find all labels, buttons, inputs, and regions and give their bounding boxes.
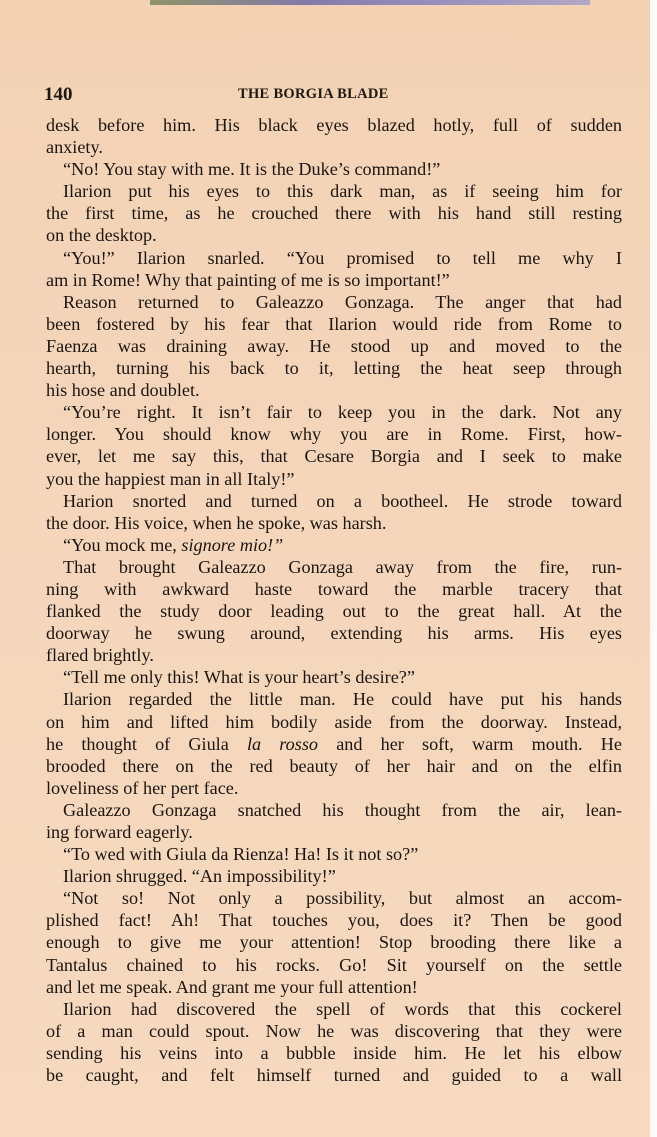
text-line: longer. You should know why you are in Rome. First, how- — [46, 424, 622, 445]
text-line: ing forward eagerly. — [46, 822, 193, 842]
text-line: flanked the study door leading out to the great hall. At the — [46, 601, 622, 622]
text-line: Ilarion had discovered the spell of words that this cockerel — [63, 998, 622, 1019]
text-line: been fostered by his fear that Ilarion would ride from Rome to — [46, 313, 622, 334]
text-line: flared brightly. — [46, 645, 154, 666]
text-line: “Not so! Not only a possibility, but almost an accom- — [63, 888, 622, 909]
page-header — [0, 82, 650, 112]
text-line: doorway he swung around, extending his arms. His eyes — [46, 623, 622, 644]
text-line: “To wed with Giula da Rienza! Ha! Is it not so?” — [63, 844, 419, 865]
text-line: Galeazzo Gonzaga snatched his thought from the air, lean- — [63, 799, 622, 820]
text-line: desk before him. His black eyes blazed hotly, full of sudden — [46, 115, 622, 135]
running-title: THE BORGIA BLADE — [238, 86, 389, 102]
page-number: 140 — [44, 84, 73, 105]
text-line: ning with awkward haste toward the marble tracery that — [46, 578, 622, 599]
text-line: That brought Galeazzo Gonzaga away from the fire, run- — [63, 556, 622, 577]
text-line: Reason returned to Galeazzo Gonzaga. The anger that had — [63, 291, 622, 312]
text-line: Harion snorted and turned on a bootheel. He strode toward — [63, 490, 622, 511]
body-text — [46, 114, 622, 1086]
italic-segment: signore mio!” — [181, 534, 284, 555]
text-line: be caught, and felt himself turned and guided to a wall — [46, 1065, 622, 1086]
text-line: plished fact! Ah! That touches you, does it? Then be good — [46, 910, 622, 931]
text-line: Ilarion regarded the little man. He could have put his hands — [63, 689, 622, 710]
text-line: enough to give me your attention! Stop brooding there like a — [46, 932, 622, 953]
text-segment: he thought of Giula — [46, 733, 247, 754]
text-line: Ilarion put his eyes to this dark man, as if seeing him for — [63, 181, 622, 202]
text-line: anxiety. — [46, 137, 103, 158]
text-line: Tantalus chained to his rocks. Go! Sit yourself on the settle — [46, 954, 622, 975]
text-line: the door. His voice, when he spoke, was harsh. — [46, 512, 387, 533]
text-line: his hose and doublet. — [46, 380, 200, 401]
text-line — [46, 733, 622, 755]
text-segment: and her soft, warm mouth. He — [318, 733, 622, 754]
text-line: hearth, turning his back to it, letting the heat seep through — [46, 358, 622, 379]
text-line: “You!” Ilarion snarled. “You promised to tell me why I — [63, 247, 622, 268]
text-line: you the happiest man in all Italy!” — [46, 468, 295, 489]
text-line — [46, 534, 622, 556]
text-line: on him and lifted him bodily aside from the doorway. Instead, — [46, 711, 622, 732]
text-line: Ilarion shrugged. “An impossibility!” — [63, 866, 336, 887]
text-line: “Tell me only this! What is your heart’s desire?” — [63, 667, 415, 688]
text-line: sending his veins into a bubble inside him. He let his elbow — [46, 1042, 622, 1063]
text-line: on the desktop. — [46, 225, 157, 246]
text-line: “No! You stay with me. It is the Duke’s command!” — [63, 159, 441, 180]
text-line: the first time, as he crouched there with his hand still resting — [46, 203, 622, 224]
text-line: brooded there on the red beauty of her hair and on the elfin — [46, 755, 622, 776]
text-line: “You’re right. It isn’t fair to keep you in the dark. Not any — [63, 402, 622, 423]
text-segment: “You mock me, — [63, 534, 182, 555]
italic-segment: la rosso — [246, 733, 319, 754]
text-line: ever, let me say this, that Cesare Borgia and I seek to make — [46, 446, 622, 467]
page-top-edge — [150, 0, 590, 5]
text-line: am in Rome! Why that painting of me is so important!” — [46, 269, 450, 290]
text-line: of a man could spout. Now he was discovering that they were — [46, 1020, 622, 1041]
text-line: and let me speak. And grant me your full attention! — [46, 976, 418, 997]
text-line: Faenza was draining away. He stood up and moved to the — [46, 335, 622, 356]
text-line: loveliness of her pert face. — [46, 777, 239, 798]
